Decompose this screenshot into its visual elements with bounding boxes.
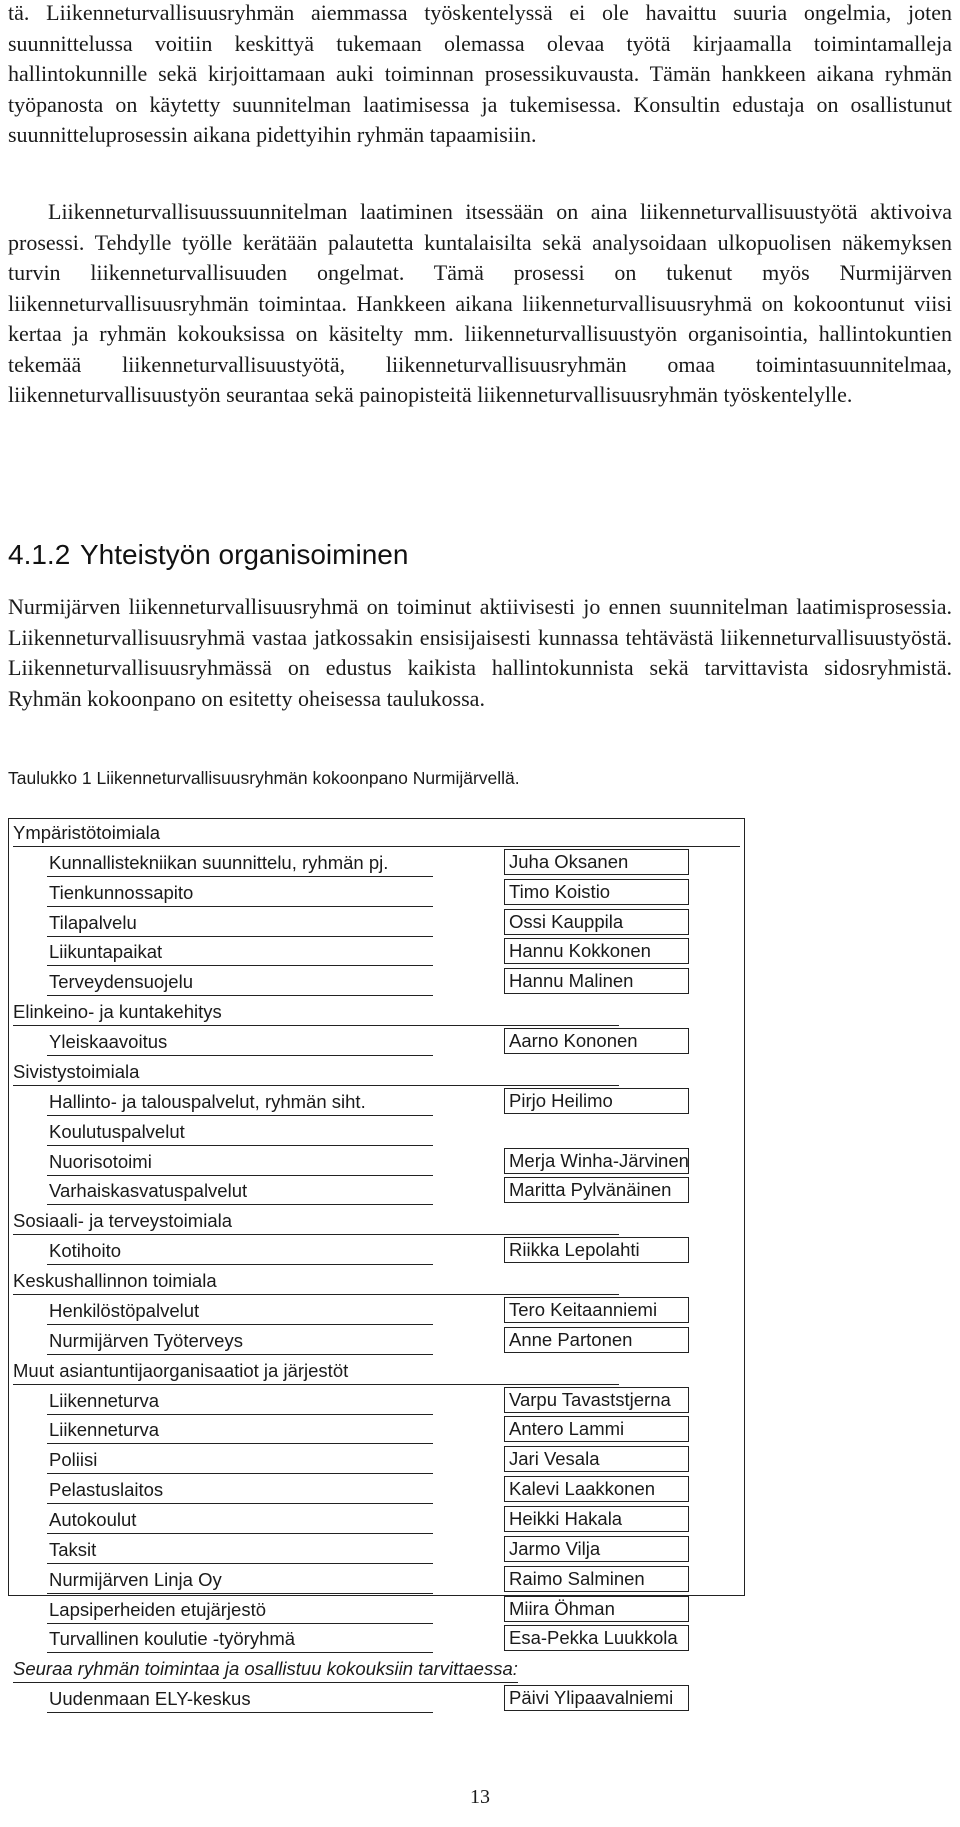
member-name-cell: Esa-Pekka Luukkola — [504, 1625, 689, 1651]
table-row — [9, 1207, 744, 1237]
unit-cell: Tienkunnossapito — [47, 879, 433, 907]
table-row — [9, 909, 744, 939]
paragraph-intro: tä. Liikenneturvallisuusryhmän aiemmassa työskentelyssä ei ole havaittu suuria ongelmia, joten suunnittelussa voitiin keskittyä tukemaan olemassa olevaa työtä kirjaamalla toimintamalleja hallintokunnille sekä kirjoittamaan auki toiminnan prosessikuvausta. Tämän hankkeen aikana ryhmän työpanosta on käytetty suunnitelman laatimisessa ja tukemisessa. Konsultin edustaja on osallistunut suunnitteluprosessin aikana pidettyihin ryhmän tapaamisiin. — [8, 0, 952, 147]
table-row — [9, 1536, 744, 1566]
department-heading: Sivistystoimiala — [13, 1058, 619, 1086]
table-row — [9, 1058, 744, 1088]
unit-cell: Nurmijärven Linja Oy — [47, 1566, 433, 1594]
table-row — [9, 1506, 744, 1536]
table-row — [9, 1028, 744, 1058]
unit-cell: Autokoulut — [47, 1506, 433, 1534]
member-name-cell: Heikki Hakala — [504, 1506, 689, 1532]
table-row — [9, 819, 744, 849]
table-row — [9, 938, 744, 968]
table-row — [9, 1297, 744, 1327]
unit-cell: Uudenmaan ELY-keskus — [47, 1685, 433, 1713]
table-row — [9, 998, 744, 1028]
member-name-cell: Riikka Lepolahti — [504, 1237, 689, 1263]
department-heading: Ympäristötoimiala — [13, 819, 740, 847]
table-row — [9, 1446, 744, 1476]
table-row — [9, 1088, 744, 1118]
table-row — [9, 1416, 744, 1446]
table-caption: Taulukko 1 Liikenneturvallisuusryhmän kokoonpano Nurmijärvellä. — [8, 768, 520, 788]
table-row — [9, 1685, 744, 1715]
membership-table — [8, 818, 745, 1710]
section-number: 4.1.2 — [8, 539, 71, 570]
member-name-cell: Merja Winha-Järvinen — [504, 1148, 689, 1174]
table-row — [9, 1625, 744, 1655]
table-row — [9, 879, 744, 909]
member-name-cell: Maritta Pylvänäinen — [504, 1177, 689, 1203]
section-heading — [8, 539, 408, 571]
table-note: Seuraa ryhmän toimintaa ja osallistuu kokouksiin tarvittaessa: — [13, 1655, 518, 1683]
table-row — [9, 968, 744, 998]
unit-cell: Liikuntapaikat — [47, 938, 433, 966]
table-row — [9, 1237, 744, 1267]
member-name-cell: Raimo Salminen — [504, 1566, 689, 1592]
unit-cell: Turvallinen koulutie -työryhmä — [47, 1625, 433, 1653]
table-row — [9, 1387, 744, 1417]
department-heading: Keskushallinnon toimiala — [13, 1267, 619, 1295]
table-row — [9, 849, 744, 879]
paragraph-process-text: Liikenneturvallisuussuunnitelman laatiminen itsessään on aina liikenneturvallisuustyötä aktivoiva prosessi. Tehdylle työlle kerätään palautetta kuntalaisilta sekä analysoidaan ulkopuolisen näkemyksen turvin liikenneturvallisuuden ongelmat. Tämä prosessi on tukenut myös Nurmijärven liikenneturvallisuusryhmän toimintaa. Hankkeen aikana liikenneturvallisuusryhmä on kokoontunut viisi kertaa ja ryhmän kokouksissa on käsitelty mm. liikenneturvallisuustyön organisointia, hallintokuntien tekemää liikenneturvallisuustyötä, liikenneturvallisuusryhmän omaa toimintasuunnitelmaa, liikenneturvallisuustyön seurantaa sekä painopisteitä liikenneturvallisuusryhmän työskentelylle. — [8, 199, 952, 407]
member-name-cell: Antero Lammi — [504, 1416, 689, 1442]
member-name-cell: Miira Öhman — [504, 1596, 689, 1622]
member-name-cell: Päivi Ylipaavalniemi — [504, 1685, 689, 1711]
member-name-cell: Hannu Kokkonen — [504, 938, 689, 964]
member-name-cell: Varpu Tavaststjerna — [504, 1387, 689, 1413]
member-name-cell: Jarmo Vilja — [504, 1536, 689, 1562]
unit-cell: Nuorisotoimi — [47, 1148, 433, 1176]
member-name-cell: Anne Partonen — [504, 1327, 689, 1353]
unit-cell: Tilapalvelu — [47, 909, 433, 937]
unit-cell: Pelastuslaitos — [47, 1476, 433, 1504]
unit-cell: Yleiskaavoitus — [47, 1028, 433, 1056]
unit-cell: Henkilöstöpalvelut — [47, 1297, 433, 1325]
member-name-cell: Tero Keitaanniemi — [504, 1297, 689, 1323]
paragraph-process — [8, 197, 952, 411]
member-name-cell: Pirjo Heilimo — [504, 1088, 689, 1114]
unit-cell: Liikenneturva — [47, 1416, 433, 1444]
member-name-cell: Juha Oksanen — [504, 849, 689, 875]
page-number: 13 — [470, 1786, 490, 1808]
table-row — [9, 1655, 744, 1685]
table-row — [9, 1148, 744, 1178]
member-name-cell: Hannu Malinen — [504, 968, 689, 994]
department-heading: Muut asiantuntijaorganisaatiot ja järjestöt — [13, 1357, 619, 1385]
unit-cell: Liikenneturva — [47, 1387, 433, 1415]
member-name-cell: Kalevi Laakkonen — [504, 1476, 689, 1502]
unit-cell: Hallinto- ja talouspalvelut, ryhmän siht. — [47, 1088, 433, 1116]
member-name-cell: Jari Vesala — [504, 1446, 689, 1472]
table-row — [9, 1118, 744, 1148]
paragraph-cooperation: Nurmijärven liikenneturvallisuusryhmä on toiminut aktiivisesti jo ennen suunnitelman laatimisprosessia. Liikenneturvallisuusryhmä vastaa jatkossakin ensisijaisesti kunnassa tehtävästä liikenneturvallisuustyöstä. Liikenneturvallisuusryhmässä on edustus kaikista hallintokunnista sekä tarvittavista sidosryhmistä. Ryhmän kokoonpano on esitetty oheisessa taulukossa. — [8, 594, 952, 711]
member-name-cell: Aarno Kononen — [504, 1028, 689, 1054]
unit-cell: Terveydensuojelu — [47, 968, 433, 996]
table-row — [9, 1566, 744, 1596]
table-row — [9, 1327, 744, 1357]
unit-cell: Varhaiskasvatuspalvelut — [47, 1177, 433, 1205]
unit-cell: Kotihoito — [47, 1237, 433, 1265]
unit-cell: Poliisi — [47, 1446, 433, 1474]
table-row — [9, 1177, 744, 1207]
unit-cell: Lapsiperheiden etujärjestö — [47, 1596, 433, 1624]
department-heading: Sosiaali- ja terveystoimiala — [13, 1207, 619, 1235]
table-row — [9, 1267, 744, 1297]
unit-cell: Koulutuspalvelut — [47, 1118, 433, 1146]
member-name-cell: Timo Koistio — [504, 879, 689, 905]
section-title: Yhteistyön organisoiminen — [80, 539, 409, 570]
unit-cell: Nurmijärven Työterveys — [47, 1327, 433, 1355]
unit-cell: Taksit — [47, 1536, 433, 1564]
member-name-cell: Ossi Kauppila — [504, 909, 689, 935]
table-row — [9, 1596, 744, 1626]
table-row — [9, 1476, 744, 1506]
department-heading: Elinkeino- ja kuntakehitys — [13, 998, 619, 1026]
table-row — [9, 1357, 744, 1387]
unit-cell: Kunnallistekniikan suunnittelu, ryhmän pj. — [47, 849, 433, 877]
